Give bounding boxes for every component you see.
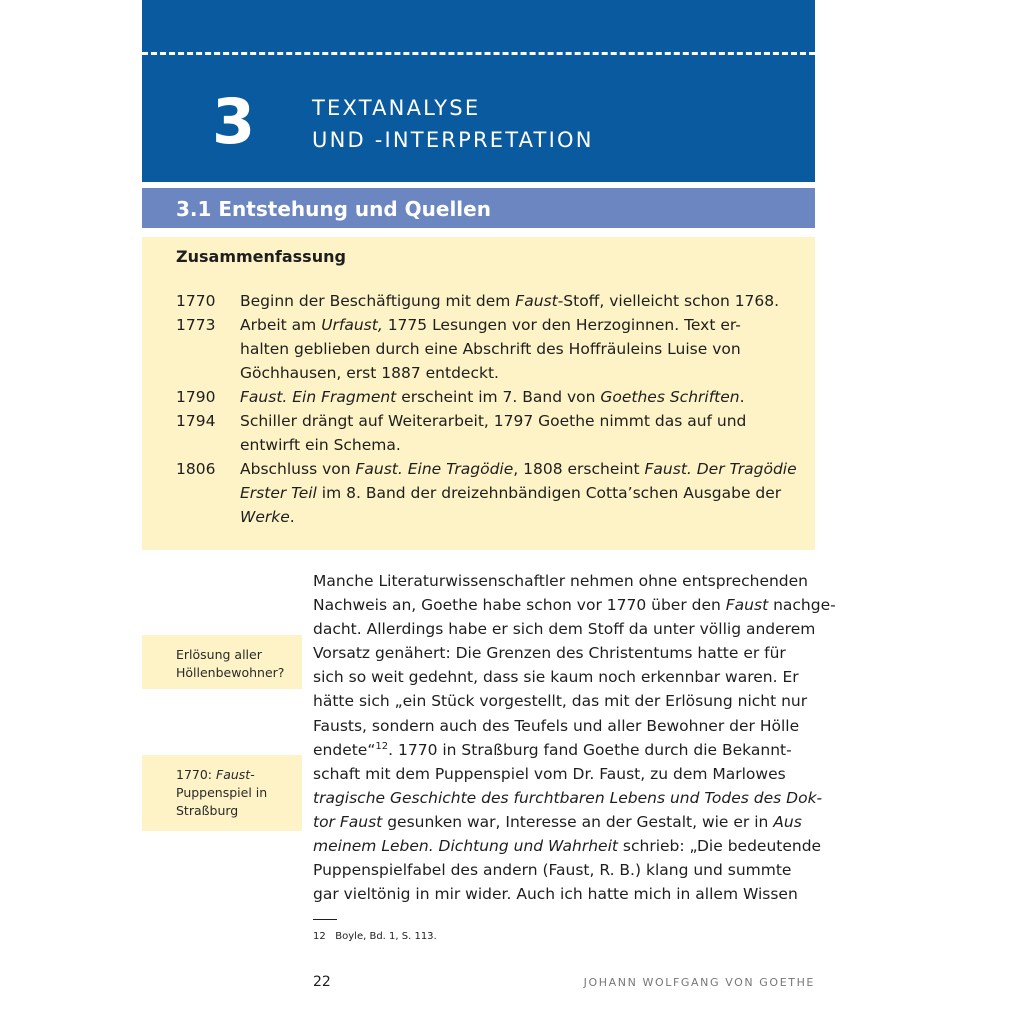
summary-box	[142, 237, 815, 550]
margin-note	[142, 635, 302, 689]
summary-entry-text: Abschluss von Faust. Eine Tragödie, 1808 erscheint Faust. Der Tragödie Erster Teil im 8. Band der dreizehnbändigen Cotta’schen Ausgabe der Werke.	[240, 460, 797, 526]
margin-note-line: Straßburg	[176, 803, 239, 818]
chapter-number: 3	[212, 85, 256, 158]
chapter-title-line1: TEXTANALYSE	[312, 96, 481, 120]
summary-entry-text: Faust. Ein Fragment erscheint im 7. Band von Goethes Schriften.	[240, 388, 745, 406]
margin-note-line: 1770: Faust-	[176, 767, 255, 782]
margin-note-line: Puppenspiel in	[176, 785, 268, 800]
summary-entry-text: Schiller drängt auf Weiterarbeit, 1797 Goethe nimmt das auf und entwirft ein Schema.	[240, 412, 747, 454]
section-title: 3.1 Entstehung und Quellen	[176, 197, 491, 221]
running-footer: JOHANN WOLFGANG VON GOETHE	[583, 976, 815, 989]
summary-entry-text: Arbeit am Urfaust, 1775 Lesungen vor den Herzoginnen. Text er- halten geblieben durch eine Abschrift des Hoffräuleins Luise von Göchhausen, erst 1887 entdeckt.	[240, 316, 741, 382]
chapter-title-line2: UND -INTERPRETATION	[312, 128, 594, 152]
footnote-number: 12	[313, 931, 326, 942]
margin-note-line: Erlösung aller	[176, 647, 262, 662]
margin-note	[142, 755, 302, 831]
summary-year: 1794	[176, 412, 216, 430]
summary-year: 1806	[176, 460, 216, 478]
margin-note-line: Höllenbewohner?	[176, 665, 285, 680]
page-number: 22	[313, 974, 331, 990]
dashed-divider	[142, 52, 815, 55]
chapter-header	[142, 0, 815, 182]
summary-year: 1770	[176, 292, 216, 310]
section-header	[142, 188, 815, 228]
body-paragraph: Manche Literaturwissenschaftler nehmen ohne entsprechenden Nachweis an, Goethe habe schon vor 1770 über den Faust nachge- dacht. Allerdings habe er sich dem Stoff da unter völlig anderem Vorsatz genähert: Die Grenzen des Christentums hatte er für sich so weit gedehnt, dass sie kaum noch erkennbar waren. Er hätte sich „ein Stück vorgestellt, das mit der Erlösung nicht nur Fausts, sondern auch des Teufels und aller Bewohner der Hölle endete“$^{12}$. 1770 in Straßburg fand Goethe durch die Bekannt- schaft mit dem Puppenspiel vom Dr. Faust, zu dem Marlowes tragische Geschichte des furchtbaren Lebens und Todes des Dok- tor Faust gesunken war, Interesse an der Gestalt, wie er in Aus meinem Leben. Dichtung und Wahrheit schrieb: „Die bedeutende Puppenspielfabel des andern (Faust, R. B.) klang und summte gar vieltönig in mir wider. Auch ich hatte mich in allem Wissen	[313, 572, 836, 904]
footnote	[313, 930, 437, 944]
footnote-text: Boyle, Bd. 1, S. 113.	[335, 931, 437, 942]
summary-year: 1773	[176, 316, 216, 334]
summary-heading: Zusammenfassung	[176, 247, 346, 266]
summary-year: 1790	[176, 388, 216, 406]
summary-entry-text: Beginn der Beschäftigung mit dem Faust-Stoff, vielleicht schon 1768.	[240, 292, 780, 310]
footnote-rule	[313, 919, 337, 920]
